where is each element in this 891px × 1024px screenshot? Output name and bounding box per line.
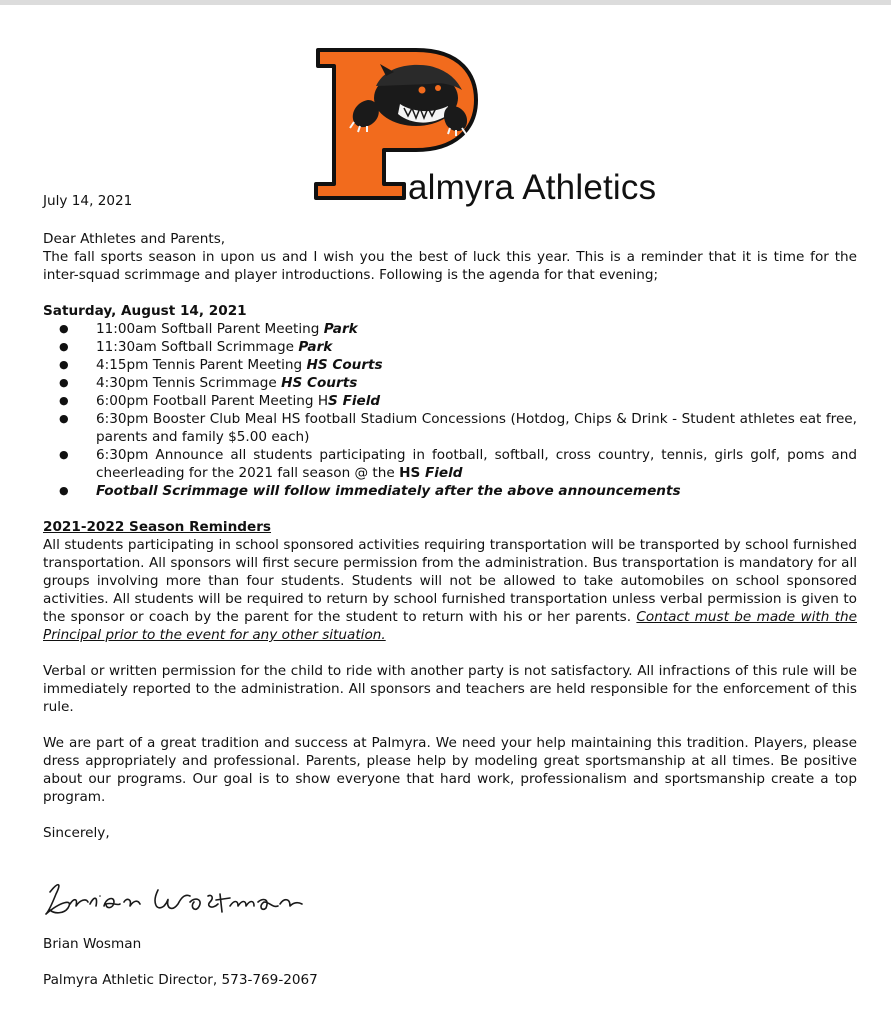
agenda-item: ● 4:30pm Tennis Scrimmage HS Courts — [59, 375, 358, 391]
agenda-title: Saturday, August 14, 2021 — [43, 303, 247, 319]
agenda-item: ● 6:00pm Football Parent Meeting HS Field — [59, 393, 381, 409]
agenda-item: ● 11:30am Softball Scrimmage Park — [59, 339, 333, 355]
svg-text:P: P — [342, 156, 343, 157]
letter-body — [43, 230, 857, 842]
greeting: Dear Athletes and Parents, — [43, 231, 226, 247]
closing: Sincerely, — [43, 825, 110, 841]
signer-name: Brian Wosman — [43, 936, 142, 952]
agenda-item: ● 6:30pm Announce all students participating in football, softball, cross country, tennis, girls golf, poms and cheerleading for the 2021 fall season @ the HS Field — [59, 447, 857, 481]
agenda-item: ● Football Scrimmage will follow immediately after the above announcements — [59, 483, 681, 499]
handwritten-signature — [40, 872, 310, 924]
reminders-title: 2021-2022 Season Reminders — [43, 519, 272, 535]
permission-paragraph: Verbal or written permission for the child to ride with another party is not satisfactory. All infractions of this rule will be immediately reported to the administration. All sponsors and teachers are held responsible for the enforcement of this rule. — [43, 663, 857, 715]
letter-date: July 14, 2021 — [43, 193, 133, 209]
agenda-item: ● 6:30pm Booster Club Meal HS football Stadium Concessions (Hotdog, Chips & Drink - Student athletes eat free, parents and family $5.00 each) — [59, 411, 857, 445]
top-border — [0, 0, 891, 5]
agenda-item: ● 11:00am Softball Parent Meeting Park — [59, 321, 358, 337]
agenda-item: ● 4:15pm Tennis Parent Meeting HS Courts — [59, 357, 383, 373]
intro-paragraph: The fall sports season in upon us and I wish you the best of luck this year. This is a reminder that it is time for the inter-squad scrimmage and player introductions. Following is the agenda for that evening; — [43, 249, 857, 283]
brand-title: almyra Athletics — [408, 168, 657, 207]
reminders-paragraph: All students participating in school sponsored activities requiring transportation will be transported by school furnished transportation. All sponsors will first secure permission from the administration. Bus transportation is mandatory for all groups involving more than four students. Students will not be allowed to take automobiles on school sponsored activities. All students will be required to return by school furnished transportation unless verbal permission is given to the sponsor or coach by the parent for the student to return with his or her parents. Contact must be made with the Principal prior to the event for any other situation. — [43, 537, 857, 643]
agenda-list — [43, 320, 857, 500]
signer-title: Palmyra Athletic Director, 573-769-2067 — [43, 972, 318, 988]
tradition-paragraph: We are part of a great tradition and success at Palmyra. We need your help maintaining this tradition. Players, please dress appropriately and professional. Parents, please help by modeling great sportsmanship at all times. Be positive about our programs. Our goal is to show everyone that hard work, professionalism and sportsmanship create a top program. — [43, 735, 857, 805]
